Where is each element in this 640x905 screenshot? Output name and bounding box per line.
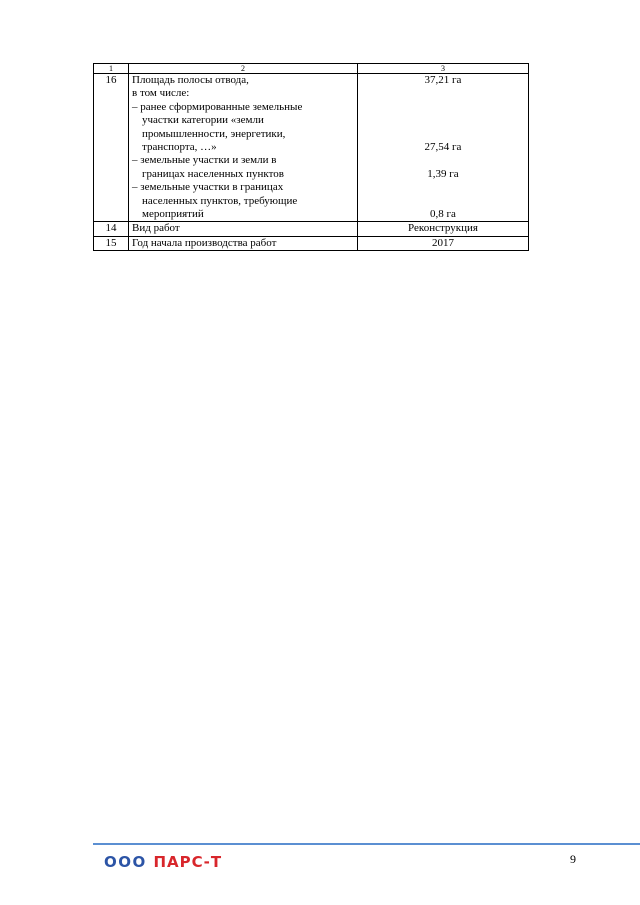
header-col-3: 3 <box>358 64 529 74</box>
row-14-number: 14 <box>94 222 129 236</box>
row-14-value: Реконструкция <box>358 222 529 236</box>
logo-prefix: ООО <box>104 853 147 871</box>
row-15-number: 15 <box>94 236 129 250</box>
value-measures: 0,8 га <box>430 207 456 220</box>
company-logo <box>104 853 222 871</box>
row-16-line: в том числе: <box>132 87 190 100</box>
row-14-label: Вид работ <box>129 222 358 236</box>
row-16-number: 16 <box>94 74 129 222</box>
page-number: 9 <box>570 852 576 866</box>
table-row-14 <box>94 222 529 236</box>
row-16-line: – земельные участки и земли в <box>132 154 277 167</box>
value-total: 37,21 га <box>424 74 462 86</box>
value-settlements: 1,39 га <box>427 167 459 180</box>
header-col-1: 1 <box>94 64 129 74</box>
row-16-line: – ранее сформированные земельные <box>132 100 303 113</box>
row-16-line: участки категории «земли <box>142 114 264 127</box>
row-16-line: транспорта, …» <box>142 141 217 154</box>
data-table <box>93 63 529 251</box>
table-row-15 <box>94 236 529 250</box>
row-16-line: Площадь полосы отвода, <box>132 74 249 86</box>
row-16-line: промышленности, энергетики, <box>142 127 286 140</box>
row-15-label: Год начала производства работ <box>129 236 358 250</box>
row-16-line: населенных пунктов, требующие <box>142 194 298 207</box>
table-row-16 <box>94 74 529 222</box>
value-industrial: 27,54 га <box>424 140 462 153</box>
row-16-line: границах населенных пунктов <box>142 167 284 180</box>
logo-brand: ПАРС-Т <box>153 853 223 871</box>
header-col-2: 2 <box>129 64 358 74</box>
row-16-description <box>129 74 358 222</box>
row-16-line: мероприятий <box>142 208 204 221</box>
row-16-values <box>358 74 529 222</box>
row-15-value: 2017 <box>358 236 529 250</box>
table-header-row <box>94 64 529 74</box>
row-16-line: – земельные участки в границах <box>132 181 284 194</box>
footer-rule <box>93 843 640 845</box>
